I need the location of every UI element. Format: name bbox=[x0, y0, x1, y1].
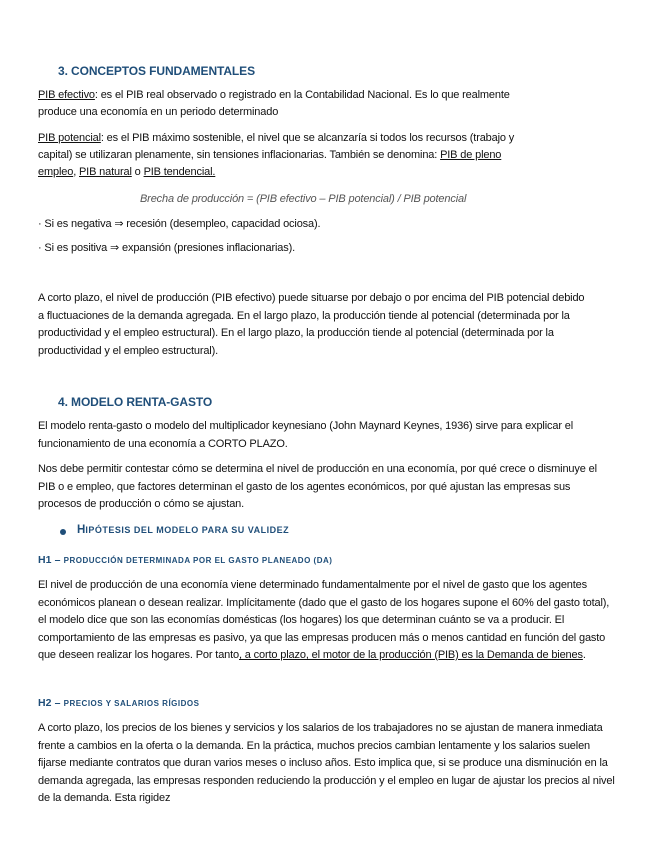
pib-potencial-definition-cont: capital) se utilizaran plenamente, sin tensiones inflacionarias. También se denomina: PIB de pleno bbox=[38, 149, 502, 161]
hypothesis-1-paragraph: El nivel de producción de una economía viene determinado fundamentalmente por el nivel de gasto que los agentes económicos planean o desean realizar. Implícitamente (dado que el gasto de los hogares supone el 60% del gasto total), el modelo dice que son las economías domésticas (los hogares) los que determinan cuánto se va a producir. El comportamiento de las empresas es pasivo, ya que las empresas producen más o menos cantidad en función del gasto que deseen realizar los hogares. Por tanto, a corto plazo, el motor de la producción (PIB) es la Demanda de bienes. bbox=[38, 579, 610, 661]
gap-positive-line: · Si es positiva ⇒ expansión (presiones inflacionarias). bbox=[38, 242, 295, 254]
model-purpose-paragraph: Nos debe permitir contestar cómo se determina el nivel de producción en una economía, por qué crece o disminuye el PIB o e empleo, que factores determinan el gasto de los agentes económicos, por qué ajustan las empresas sus procesos de producción o cómo se ajustan. bbox=[38, 463, 597, 510]
pib-potencial-definition: PIB potencial: es el PIB máximo sostenible, el nivel que se alcanzaría si todos los recursos (trabajo y bbox=[38, 132, 515, 144]
gap-negative-line: · Si es negativa ⇒ recesión (desempleo, capacidad ociosa). bbox=[38, 218, 321, 230]
hypothesis-2-paragraph: A corto plazo, los precios de los bienes y servicios y los salarios de los trabajadores no se ajustan de manera inmediata frente a cambios en la oferta o la demanda. En la práctica, muchos precios cambian lentamente y los salarios suelen fijarse mediante contratos que duran varios meses o incluso años. Esto implica que, si se produce una disminución en la demanda agregada, las empresas responden reduciendo la producción y el empleo en lugar de ajustar los precios al nivel de la demanda. Esta rigidez bbox=[38, 722, 615, 804]
hypothesis-1-heading: H1 – PRODUCCIÓN DETERMINADA POR EL GASTO PLANEADO (DA) bbox=[38, 554, 333, 566]
pib-efectivo-term: PIB efectivo bbox=[38, 89, 95, 101]
section-4-heading: 4. MODELO RENTA-GASTO bbox=[58, 395, 213, 409]
model-intro-paragraph: El modelo renta-gasto o modelo del multiplicador keynesiano (John Maynard Keynes, 1936) sirve para explicar el funcionamiento de una economía a CORTO PLAZO. bbox=[38, 420, 574, 450]
pib-efectivo-definition-cont: produce una economía en un periodo determinado bbox=[38, 106, 279, 118]
output-gap-formula: Brecha de producción = (PIB efectivo – PIB potencial) / PIB potencial bbox=[140, 193, 467, 205]
synonym-pib-tendencial: PIB tendencial. bbox=[143, 166, 216, 178]
short-long-run-paragraph: A corto plazo, el nivel de producción (PIB efectivo) puede situarse por debajo o por encima del PIB potencial debido a fluctuaciones de la demanda agregada. En el largo plazo, la producción tiende al potencial (determinada por la productividad y el empleo estructural). En el largo plazo, la producción tiende al potencial (determinada por la productividad y el empleo estructural). bbox=[38, 292, 585, 357]
synonym-pleno-empleo: PIB de pleno bbox=[440, 149, 502, 161]
synonym-pib-natural: PIB natural bbox=[79, 166, 132, 178]
pib-synonyms-line: empleo, PIB natural o PIB tendencial. bbox=[38, 166, 216, 178]
bullet-dot-icon bbox=[60, 529, 66, 535]
pib-efectivo-definition: PIB efectivo: es el PIB real observado o registrado en la Contabilidad Nacional. Es lo que realmente bbox=[38, 89, 510, 101]
hypotheses-heading: HIPÓTESIS DEL MODELO PARA SU VALIDEZ bbox=[77, 524, 290, 536]
pib-potencial-term: PIB potencial bbox=[38, 132, 101, 144]
section-3-heading: 3. CONCEPTOS FUNDAMENTALES bbox=[58, 64, 255, 78]
hypothesis-2-heading: H2 – PRECIOS Y SALARIOS RÍGIDOS bbox=[38, 697, 200, 709]
